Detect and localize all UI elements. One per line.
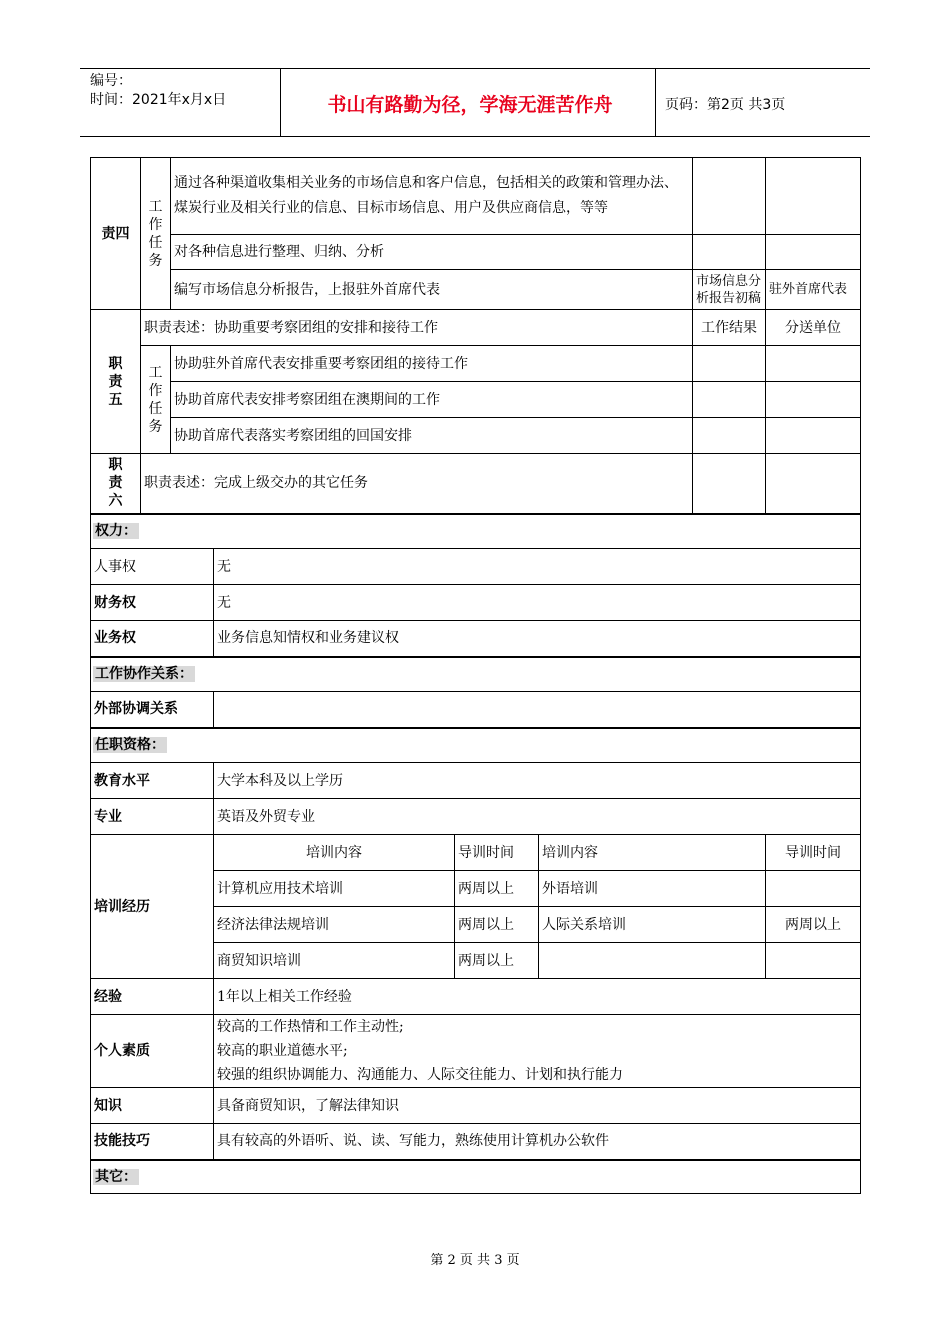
experience-value: 1年以上相关工作经验 (214, 979, 861, 1015)
cooperation-title: 工作协作关系： (95, 666, 193, 683)
training-cell: 计算机应用技术培训 (214, 871, 455, 907)
header-motto: 书山有路勤为径，学海无涯苦作舟 (327, 93, 613, 116)
training-cell: 两周以上 (455, 871, 539, 907)
training-header-time-2: 导训时间 (766, 835, 861, 871)
qualification-title: 任职资格： (95, 737, 165, 754)
duty4-row-3 (91, 270, 861, 310)
quality-row (91, 1015, 861, 1088)
header-divider-right (655, 68, 656, 136)
other-title-row (91, 1160, 861, 1194)
quality-line: 较高的职业道德水平; (217, 1043, 348, 1059)
skill-label: 技能技巧 (91, 1124, 214, 1160)
other-title: 其它： (95, 1168, 137, 1185)
education-value: 大学本科及以上学历 (214, 763, 861, 799)
knowledge-value: 具备商贸知识，了解法律知识 (214, 1088, 861, 1124)
cooperation-external-label: 外部协调关系 (91, 692, 214, 728)
authority-business-value: 业务信息知情权和业务建议权 (214, 621, 861, 657)
authority-row-personnel (91, 549, 861, 585)
duty5-row-2 (91, 382, 861, 418)
quality-line: 较高的工作热情和工作主动性; (217, 1019, 404, 1035)
duty6-label: 职责六 (91, 454, 141, 514)
authority-row-finance (91, 585, 861, 621)
duty5-row-3 (91, 418, 861, 454)
duty4-row-2 (91, 235, 861, 270)
duty4-task-1-dest (766, 158, 861, 235)
knowledge-row (91, 1088, 861, 1124)
cooperation-external-row (91, 692, 861, 728)
duty5-task-1-result (693, 346, 766, 382)
authority-finance-value: 无 (214, 585, 861, 621)
training-cell: 人际关系培训 (539, 907, 766, 943)
knowledge-label: 知识 (91, 1088, 214, 1124)
duty5-task-3-result (693, 418, 766, 454)
training-cell (766, 871, 861, 907)
duty4-task-2-result (693, 235, 766, 270)
duty5-result-header: 工作结果 (693, 310, 766, 346)
training-cell: 经济法律法规培训 (214, 907, 455, 943)
authority-row-business (91, 621, 861, 657)
duty5-task-1-dest (766, 346, 861, 382)
duty5-task-label: 工作任务 (141, 346, 171, 454)
training-cell: 商贸知识培训 (214, 943, 455, 979)
major-label: 专业 (91, 799, 214, 835)
duty4-task-1-result (693, 158, 766, 235)
training-cell: 两周以上 (766, 907, 861, 943)
duty4-task-3-result: 市场信息分析报告初稿 (693, 270, 766, 310)
training-header-content-1: 培训内容 (214, 835, 455, 871)
quality-label: 个人素质 (91, 1015, 214, 1088)
training-header-time-1: 导训时间 (455, 835, 539, 871)
duty4-task-2: 对各种信息进行整理、归纳、分析 (171, 235, 693, 270)
duty4-task-label: 工作任务 (141, 158, 171, 310)
education-row (91, 763, 861, 799)
training-cell: 外语培训 (539, 871, 766, 907)
duty4-task-3: 编写市场信息分析报告，上报驻外首席代表 (171, 270, 693, 310)
duty4-task-1: 通过各种渠道收集相关业务的市场信息和客户信息，包括相关的政策和管理办法、煤炭行业及相关行业的信息、目标市场信息、用户及供应商信息，等等 (171, 158, 693, 235)
doc-time-label: 时间：2021年x月x日 (90, 92, 227, 108)
duty4-task-2-dest (766, 235, 861, 270)
training-cell: 两周以上 (455, 907, 539, 943)
qualification-title-row (91, 728, 861, 763)
experience-row (91, 979, 861, 1015)
header-top-rule (80, 68, 870, 69)
duty5-description: 职责表述：协助重要考察团组的安排和接待工作 (141, 310, 693, 346)
duty5-label: 职责五 (91, 310, 141, 454)
duty5-task-3: 协助首席代表落实考察团组的回国安排 (171, 418, 693, 454)
duty5-row-1 (91, 346, 861, 382)
major-value: 英语及外贸专业 (214, 799, 861, 835)
duty5-task-3-dest (766, 418, 861, 454)
training-cell: 两周以上 (455, 943, 539, 979)
authority-title: 权力： (95, 523, 137, 540)
education-label: 教育水平 (91, 763, 214, 799)
cooperation-external-value (214, 692, 861, 728)
training-label: 培训经历 (91, 835, 214, 979)
authority-finance-label: 财务权 (91, 585, 214, 621)
header-page-label: 页码：第2页 共3页 (665, 97, 786, 113)
quality-value (214, 1015, 861, 1088)
duty5-task-2-dest (766, 382, 861, 418)
duty5-row-desc (91, 310, 861, 346)
quality-line: 较强的组织协调能力、沟通能力、人际交往能力、计划和执行能力 (217, 1067, 623, 1083)
duty5-dest-header: 分送单位 (766, 310, 861, 346)
doc-number-label: 编号： (90, 73, 132, 89)
cooperation-title-row (91, 657, 861, 692)
duty4-task-3-dest: 驻外首席代表 (766, 270, 861, 310)
duty6-description: 职责表述：完成上级交办的其它任务 (141, 454, 693, 514)
duty5-task-2: 协助首席代表安排考察团组在澳期间的工作 (171, 382, 693, 418)
authority-personnel-label: 人事权 (91, 549, 214, 585)
duty6-dest (766, 454, 861, 514)
experience-label: 经验 (91, 979, 214, 1015)
job-description-table (90, 157, 861, 1194)
training-header-row (91, 835, 861, 871)
authority-business-label: 业务权 (91, 621, 214, 657)
duty6-result (693, 454, 766, 514)
duty6-row (91, 454, 861, 514)
skill-row (91, 1124, 861, 1160)
training-header-content-2: 培训内容 (539, 835, 766, 871)
header-left (90, 72, 226, 110)
page-footer: 第 2 页 共 3 页 (430, 1253, 520, 1268)
duty4-row-1 (91, 158, 861, 235)
training-cell (539, 943, 766, 979)
training-cell (766, 943, 861, 979)
duty5-task-2-result (693, 382, 766, 418)
header-divider-left (280, 68, 281, 136)
authority-personnel-value: 无 (214, 549, 861, 585)
duty4-label: 责四 (91, 158, 141, 310)
duty5-task-1: 协助驻外首席代表安排重要考察团组的接待工作 (171, 346, 693, 382)
header-bottom-rule (80, 136, 870, 137)
skill-value: 具有较高的外语听、说、读、写能力，熟练使用计算机办公软件 (214, 1124, 861, 1160)
major-row (91, 799, 861, 835)
authority-title-row (91, 514, 861, 549)
